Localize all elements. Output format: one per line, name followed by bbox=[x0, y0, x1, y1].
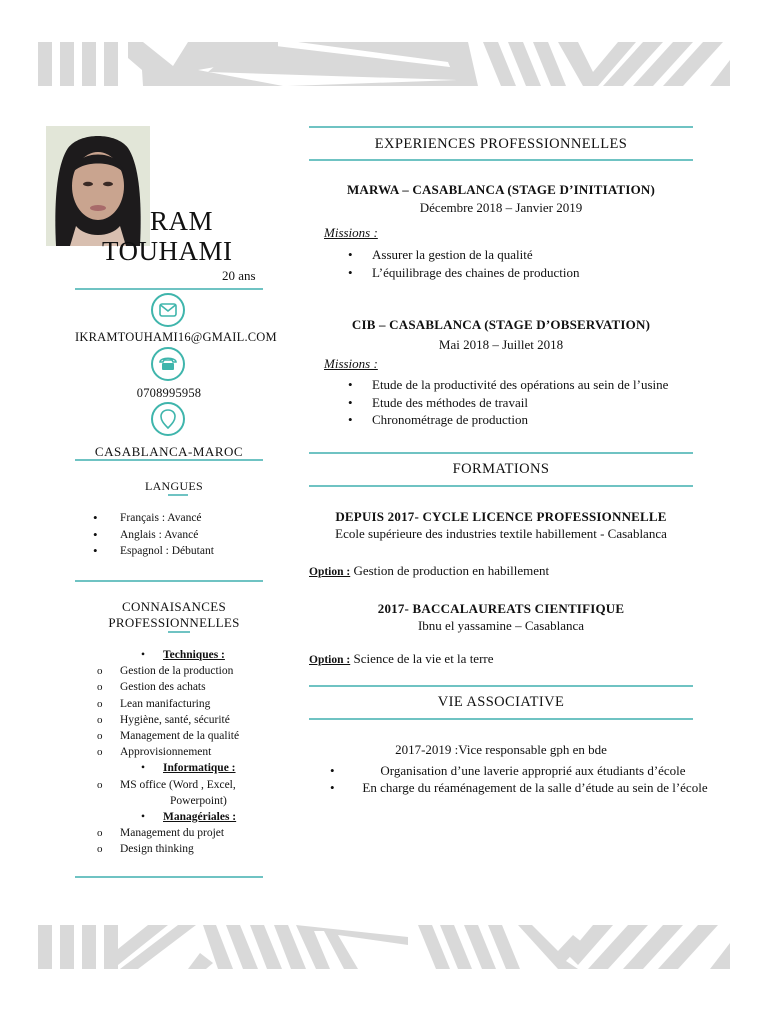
divider bbox=[75, 459, 263, 461]
category-label: Informatique : bbox=[163, 762, 236, 775]
category-label: Techniques : bbox=[163, 649, 225, 661]
title-underline bbox=[168, 494, 188, 496]
option-line bbox=[309, 563, 549, 579]
email-text[interactable]: IKRAMTOUHAMI16@GMAIL.COM bbox=[75, 330, 277, 344]
knowledge-item: o Hygiène, santé, sécurité bbox=[97, 712, 267, 728]
associative-title: VIE ASSOCIATIVE bbox=[437, 694, 565, 710]
title-underline bbox=[168, 631, 190, 633]
knowledge-item: o Approvisionnement bbox=[97, 744, 267, 760]
job-dates: Mai 2018 – Juillet 2018 bbox=[438, 337, 564, 352]
knowledge-category bbox=[97, 760, 267, 776]
degree-title: DEPUIS 2017- CYCLE LICENCE PROFESSIONNELLE bbox=[335, 509, 667, 524]
portrait-photo-icon bbox=[46, 126, 150, 246]
envelope-icon bbox=[151, 293, 185, 327]
knowledge-item: o Design thinking bbox=[97, 841, 267, 857]
divider bbox=[75, 580, 263, 582]
knowledge-title-line1: CONNAISANCES bbox=[121, 599, 226, 614]
age-label: 20 ans bbox=[222, 268, 256, 283]
languages-title: LANGUES bbox=[144, 479, 204, 493]
mission-item: • Chronométrage de production bbox=[348, 411, 668, 429]
option-value: Gestion de production en habillement bbox=[353, 563, 550, 578]
knowledge-item: o Gestion des achats bbox=[97, 679, 267, 695]
phone-icon bbox=[151, 347, 185, 381]
option-label: Option : bbox=[309, 654, 351, 666]
school-name: Ecole supérieure des industries textile habillement - Casablanca bbox=[335, 526, 667, 541]
knowledge-item-continuation: Powerpoint) bbox=[170, 794, 227, 807]
job-dates: Décembre 2018 – Janvier 2019 bbox=[419, 200, 583, 215]
option-line bbox=[309, 651, 494, 667]
decorative-stripe-banner-bottom bbox=[38, 925, 730, 969]
job-title: MARWA – CASABLANCA (STAGE D’INITIATION) bbox=[346, 182, 656, 197]
missions-list bbox=[348, 376, 668, 429]
languages-list bbox=[93, 510, 214, 560]
location-pin-icon bbox=[151, 402, 185, 436]
mission-item: • L’équilibrage des chaines de production bbox=[348, 264, 579, 282]
knowledge-item: o Management de la qualité bbox=[97, 728, 267, 744]
decorative-stripe-banner-top bbox=[38, 42, 730, 86]
associative-role: 2017-2019 :Vice responsable gph en bde bbox=[395, 742, 607, 757]
name-first-line: RAM bbox=[150, 206, 214, 236]
language-item: • Anglais : Avancé bbox=[93, 527, 214, 544]
option-value: Science de la vie et la terre bbox=[353, 651, 494, 666]
phone-text[interactable]: 0708995958 bbox=[136, 386, 202, 400]
mission-item: • Etude des méthodes de travail bbox=[348, 394, 668, 412]
divider bbox=[75, 288, 263, 290]
knowledge-item: o MS office (Word , Excel, bbox=[97, 777, 267, 793]
school-name: Ibnu el yassamine – Casablanca bbox=[417, 618, 585, 633]
category-label: Managériales : bbox=[163, 811, 237, 824]
language-item: • Espagnol : Débutant bbox=[93, 543, 214, 560]
missions-label: Missions : bbox=[324, 225, 378, 240]
experience-title: EXPERIENCES PROFESSIONNELLES bbox=[374, 136, 628, 152]
mission-item: • Etude de la productivité des opérations au sein de l’usine bbox=[348, 376, 668, 394]
missions-list bbox=[348, 246, 579, 281]
section-rule-bottom bbox=[309, 718, 693, 720]
knowledge-item: o Management du projet bbox=[97, 825, 267, 841]
section-rule-top bbox=[309, 685, 693, 687]
mission-item: • Assurer la gestion de la qualité bbox=[348, 246, 579, 264]
job-title: CIB – CASABLANCA (STAGE D’OBSERVATION) bbox=[351, 317, 651, 332]
section-rule-bottom bbox=[309, 485, 693, 487]
section-rule-top bbox=[309, 452, 693, 454]
divider bbox=[75, 876, 263, 878]
location-text: CASABLANCA-MAROC bbox=[94, 444, 244, 459]
section-rule-top bbox=[309, 126, 693, 128]
education-title: FORMATIONS bbox=[452, 461, 550, 477]
name-last-line: TOUHAMI bbox=[102, 236, 233, 266]
option-label: Option : bbox=[309, 566, 351, 578]
associative-item: • En charge du réaménagement de la salle d’étude au sein de l’école bbox=[330, 779, 710, 796]
section-rule-bottom bbox=[309, 159, 693, 161]
knowledge-item: o Lean manifacturing bbox=[97, 696, 267, 712]
knowledge-category bbox=[97, 647, 267, 663]
degree-title: 2017- BACCALAUREATS CIENTIFIQUE bbox=[377, 601, 625, 616]
missions-label: Missions : bbox=[324, 356, 378, 371]
knowledge-list bbox=[97, 647, 267, 858]
language-item: • Français : Avancé bbox=[93, 510, 214, 527]
associative-item: • Organisation d’une laverie approprié aux étudiants d’école bbox=[330, 762, 710, 779]
knowledge-item: o Gestion de la production bbox=[97, 663, 267, 679]
knowledge-category bbox=[97, 809, 267, 825]
profile-photo bbox=[46, 126, 150, 246]
associative-list bbox=[330, 762, 710, 796]
knowledge-title-line2: PROFESSIONNELLES bbox=[108, 615, 240, 630]
